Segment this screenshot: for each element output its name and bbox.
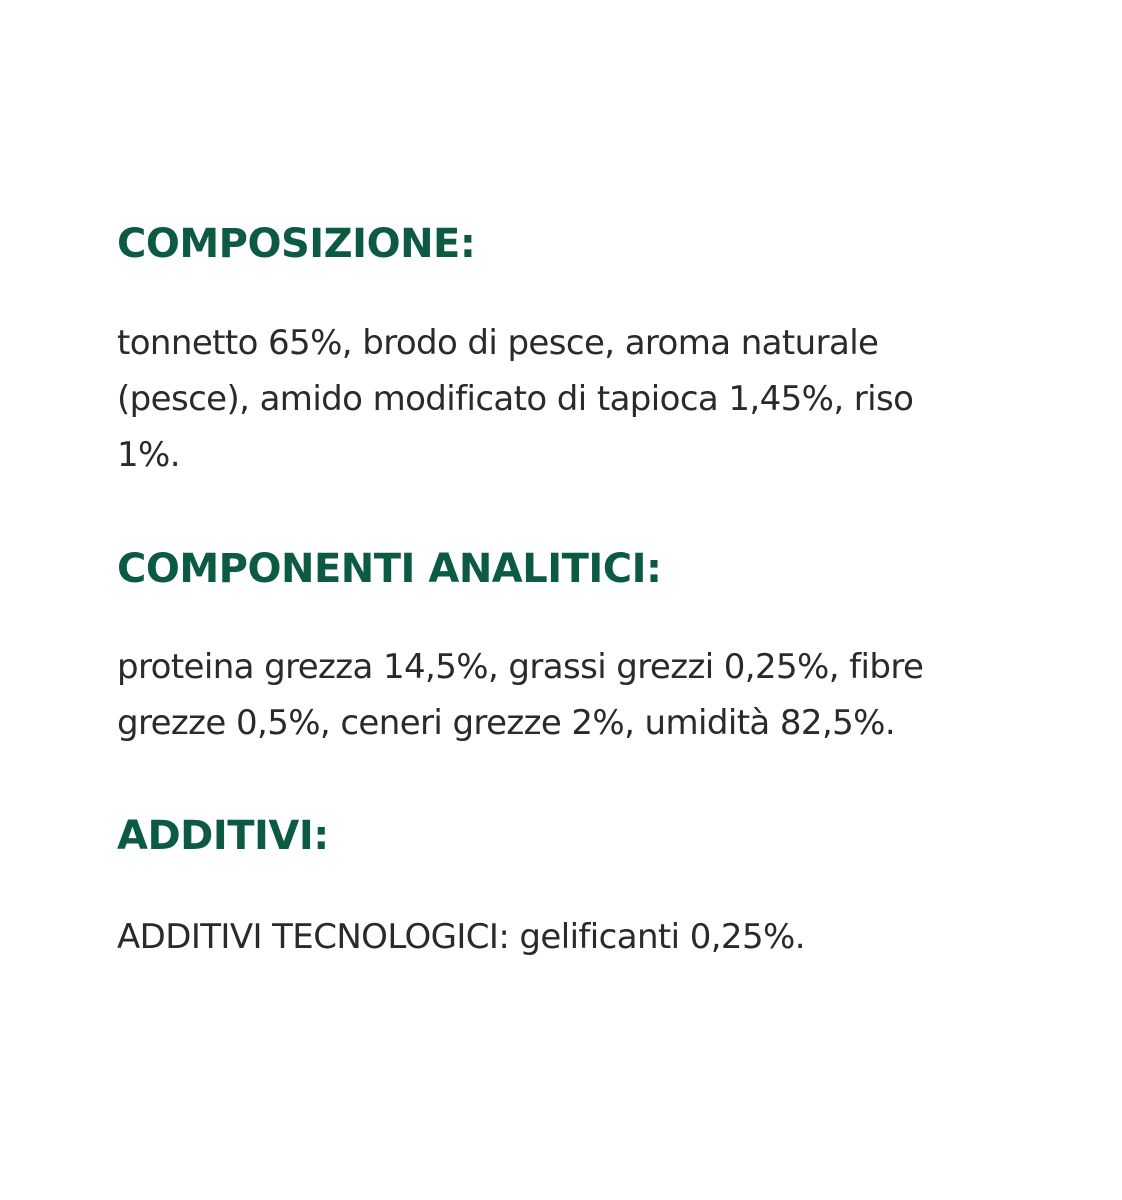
section-heading-composizione: COMPOSIZIONE:: [117, 221, 476, 267]
componenti-text-line: grezze 0,5%, ceneri grezze 2%, umidità 82,5%.: [117, 703, 896, 743]
section-heading-componenti-analitici: COMPONENTI ANALITICI:: [117, 546, 662, 592]
composizione-text-line: (pesce), amido modificato di tapioca 1,45%, riso: [117, 379, 914, 419]
section-heading-additivi: ADDITIVI:: [117, 813, 329, 859]
composizione-text-line: 1%.: [117, 435, 180, 475]
componenti-text-line: proteina grezza 14,5%, grassi grezzi 0,25%, fibre: [117, 647, 924, 687]
composizione-text-line: tonnetto 65%, brodo di pesce, aroma naturale: [117, 323, 879, 363]
additivi-text-line: ADDITIVI TECNOLOGICI: gelificanti 0,25%.: [117, 917, 805, 957]
